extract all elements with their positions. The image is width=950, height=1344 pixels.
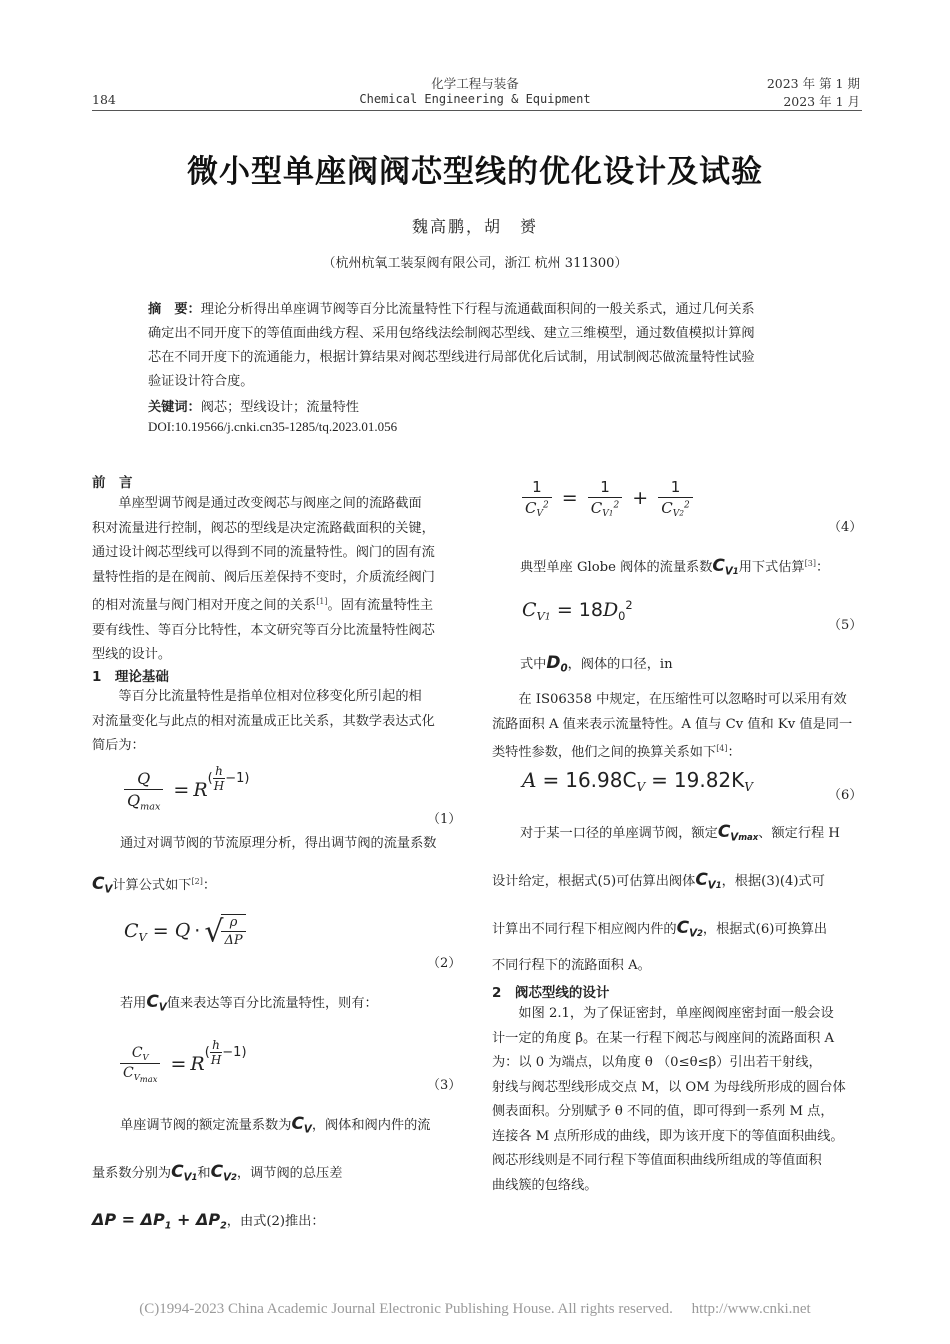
equation-5: $C_{V1} = 18D_0^2$ [522,598,633,623]
text-line: 量系数分别为 [92,1166,172,1181]
rated-cv-max-line: 对于某一口径的单座调节阀，额定$C_{Vmax}$、额定行程 H [520,822,840,844]
page-number: 184 [92,92,116,107]
equation-2: $C_V = Q$ · √ $\frac{\rho}{\Delta P}$ [124,914,246,950]
text-line: 通过对调节阀的节流原理分析，得出调节阀的流量系数 [120,836,437,851]
text-line: 流路面积 A 值来表示流量特性。A 值与 Cv 值和 Kv 值是同一 [492,716,853,732]
text-line: 等百分比流量特性是指单位相对位移变化所引起的相 [118,689,422,704]
text-line: 型线的设计。 [92,647,172,662]
text-line: 在 IS06358 中规定，在压缩性可以忽略时可以采用有效 [518,692,847,707]
text-line: 对流量变化与此点的相对流量成正比关系，其数学表达式化 [92,713,435,729]
equation-5-number: （5） [828,618,863,633]
paper-title: 微小型单座阀阀芯型线的优化设计及试验 [187,154,763,190]
journal-name-cn: 化学工程与装备 [431,76,519,91]
text-line: 侧表面积。分别赋予 θ 不同的值，即可得到一系列 M 点， [492,1104,834,1119]
citation: [2] [191,877,203,886]
calc-line: 计算出不同行程下相应阀内件的$C_{V2}$，根据式(6)可换算出 [492,918,828,940]
section-1-heading: 1 理论基础 [92,669,169,685]
text-line: 量特性指的是在阀前、阀后压差保持不变时，介质流经阀门 [92,569,435,585]
text-line: 积对流量进行控制，阀芯的型线是决定流路截面积的关键， [92,520,435,536]
abstract-line: 验证设计符合度。 [148,374,254,389]
authors: 魏高鹏，胡 赟 [411,217,538,236]
text-line: 不同行程下的流路面积 A。 [492,958,651,973]
text-line: 单座型调节阀是通过改变阀芯与阀座之间的流路截面 [118,496,422,511]
estimate-line: 设计给定，根据式(5)可估算出阀体$C_{V1}$，根据(3)(4)式可 [492,870,825,892]
text-line: 设计给定，根据式(5)可估算出阀体 [492,874,696,889]
equation-3: $\frac{C_V}{C_{Vmax}}$ = $R^{( \frac{h}{H} -1)}$ [120,1038,247,1084]
keywords-text: 阀芯；型线设计；流量特性 [200,400,359,415]
text-line: 简后为： [92,738,145,753]
text-punct: ： [202,878,217,893]
text-line: 射线与阀芯型线形成交点 M，以 OM 为母线所形成的圆台体 [492,1079,846,1095]
citation: [3] [804,559,816,568]
equation-4: $\frac{1}{C_V^2}$ = $\frac{1}{C_{V1}^2}$ + $\frac{1}{C_{V2}^2}$ [522,478,693,519]
text-line: 、额定行程 H [758,826,840,841]
text-line: ，由式(2)推出： [226,1214,325,1229]
equation-6: $A = 16.98C_V = 19.82K_V$ [522,768,753,795]
text-line: 的相对流量与阀门相对开度之间的关系 [92,598,317,613]
text-line: ，阀体的口径，in [567,657,673,672]
eq3-intro: 若用$C_V$值来表达等百分比流量特性，则有： [120,992,378,1014]
abstract-line: 理论分析得出单座调节阀等百分比流量特性下行程与流通截面积间的一般关系式，通过几何关系 [200,302,755,317]
text-line: 为：以 0 为端点，以角度 θ （0≤θ≤β）引出若干射线， [492,1055,822,1070]
text-line: 用下式估算 [738,560,805,575]
text-line: 计算出不同行程下相应阀内件的 [492,922,677,937]
equation-1-number: （1） [427,812,462,827]
equation-2-number: （2） [427,956,462,971]
text-line: 阀芯形线则是不同行程下等值面积曲线所组成的等值面积 [492,1153,822,1168]
citation: [4] [716,744,728,753]
text-line: 通过设计阀芯型线可以得到不同的流量特性。阀门的固有流 [92,545,435,560]
text-line: 要有线性、等百分比特性，本文研究等百分比流量特性阀芯 [92,622,435,638]
text-line: 计一定的角度 β。在某一行程下阀芯与阀座间的流路面积 A [492,1030,835,1046]
abstract-label: 摘 要： [148,302,201,317]
d0-definition: 式中$D_0$，阀体的口径，in [520,653,673,675]
copyright-footer: (C)1994-2023 China Academic Journal Electronic Publishing House. All rights reserved. http://www.cnki.net [139,1301,811,1317]
issue-date: 2023 年 1 月 [783,94,860,109]
journal-name-en: Chemical Engineering & Equipment [359,92,591,106]
text-line: 值来表达等百分比流量特性，则有： [166,996,378,1011]
cv-components-line: 量系数分别为$C_{V1}$和$C_{V2}$，调节阀的总压差 [92,1162,343,1184]
equation-6-number: （6） [828,788,863,803]
keywords-label: 关键词： [148,400,201,415]
section-2-heading: 2 阀芯型线的设计 [492,985,610,1001]
text-punct: ： [727,745,741,760]
text-line: 计算公式如下 [112,878,192,893]
text-line: 典型单座 Globe 阀体的流量系数 [520,560,713,575]
equation-3-number: （3） [427,1078,462,1093]
cv-formula-intro: $C_V$计算公式如下[2]： [92,874,217,896]
text-line: ，阀体和阀内件的流 [311,1118,431,1133]
section-2-paragraph [492,1002,862,1198]
text-line: 类特性参数，他们之间的换算关系如下 [492,745,717,760]
intro-paragraph [92,492,460,668]
keywords [148,397,812,419]
text-line: 式中 [520,657,547,672]
text-line: 单座调节阀的额定流量系数为 [120,1118,292,1133]
citation: [1] [316,597,328,606]
section-intro-heading: 前 言 [92,475,133,491]
text-line: 连接各 M 点所形成的曲线，即为该开度下的等值面积曲线。 [492,1128,844,1144]
header-rule [92,110,862,111]
text-line: ，调节阀的总压差 [236,1166,343,1181]
affiliation: （杭州杭氧工装泵阀有限公司，浙江 杭州 311300） [322,256,628,271]
text-line: 曲线簇的包络线。 [492,1177,598,1193]
equation-4-number: （4） [828,520,863,535]
text-line: 如图 2.1，为了保证密封，单座阀阀座密封面一般会设 [518,1006,834,1021]
abstract-line: 芯在不同开度下的流通能力，根据计算结果对阀芯型线进行局部优化后试制，用试制阀芯做流量特性试验 [148,350,755,365]
doi: DOI:10.19566/j.cnki.cn35-1285/tq.2023.01.056 [148,419,398,434]
issue-number: 2023 年 第 1 期 [766,76,860,91]
rated-cv-line: 单座调节阀的额定流量系数为$C_V$，阀体和阀内件的流 [120,1114,431,1136]
equation-1: $\frac{Q}{Q_{max}}$ = $R^{( \frac{h}{H} -1)}$ [124,764,249,812]
pressure-drop-line: $\Delta P = \Delta P_1 + \Delta P_2$，由式(2)推出： [92,1210,325,1232]
text-line: 和 [197,1166,211,1181]
abstract [148,298,812,394]
text-line: ，根据(3)(4)式可 [721,874,825,889]
globe-cv-line: 典型单座 Globe 阀体的流量系数$C_{V1}$用下式估算[3]： [520,556,830,578]
section-1-paragraph [92,685,460,759]
text-line: ，根据式(6)可换算出 [702,922,828,937]
text-punct: ： [815,560,830,575]
text-line: 。固有流量特性主 [327,598,434,613]
text-line: 若用 [120,996,147,1011]
iso-paragraph [492,688,862,766]
text-line: 对于某一口径的单座调节阀，额定 [520,826,718,841]
abstract-line: 确定出不同开度下的等值面曲线方程、采用包络线法绘制阀芯型线、建立三维模型，通过数值模拟计算阀 [148,326,755,341]
